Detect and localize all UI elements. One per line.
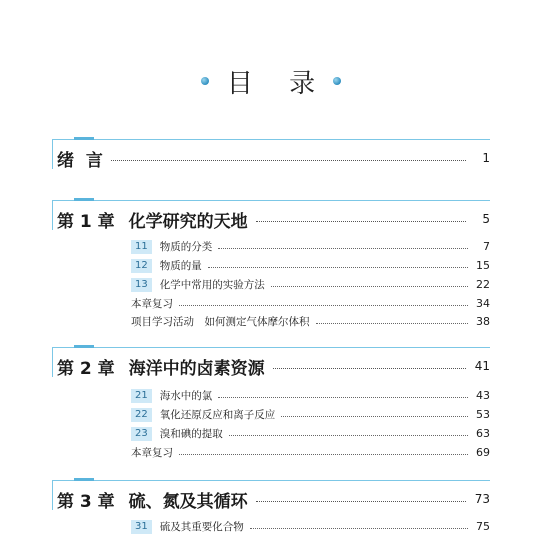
item-page: 38 <box>476 315 490 328</box>
leader-dots <box>256 501 466 502</box>
chapter-page: 5 <box>482 212 490 226</box>
leader-dots <box>281 416 468 417</box>
section-rule <box>52 200 490 201</box>
item-label: 本章复习 <box>131 298 173 310</box>
item-page: 53 <box>476 408 490 421</box>
section-rule <box>52 139 490 140</box>
toc-item-2-3[interactable] <box>131 425 490 442</box>
item-page: 15 <box>476 259 490 272</box>
section-number-badge: 21 <box>131 389 152 403</box>
toc-item-1-project[interactable] <box>131 313 490 330</box>
item-label: 海水中的氯 <box>159 390 213 402</box>
item-label: 项目学习活动 如何测定气体摩尔体积 <box>131 316 310 328</box>
item-page: 34 <box>476 297 490 310</box>
toc-item-1-3[interactable] <box>131 276 490 293</box>
chapter-3-row[interactable] <box>57 488 490 510</box>
toc-item-2-review[interactable] <box>131 444 490 461</box>
intro-title: 绪 言 <box>57 150 103 171</box>
item-page: 22 <box>476 278 490 291</box>
chapter-1-row[interactable] <box>57 208 490 230</box>
toc-item-1-1[interactable] <box>131 238 490 255</box>
item-label: 化学中常用的实验方法 <box>159 279 265 291</box>
item-label: 溴和碘的提取 <box>159 428 223 440</box>
chapter-3-section <box>52 480 490 510</box>
section-bar <box>52 480 53 510</box>
section-bar <box>52 139 53 169</box>
section-number-badge: 22 <box>131 408 152 422</box>
intro-page: 1 <box>482 151 490 165</box>
chapter-2-row[interactable] <box>57 355 490 377</box>
section-accent <box>74 137 94 140</box>
chapter-title: 海洋中的卤素资源 <box>128 358 265 379</box>
intro-row[interactable] <box>57 147 490 169</box>
section-accent <box>74 478 94 481</box>
section-rule <box>52 480 490 481</box>
toc-item-2-2[interactable] <box>131 406 490 423</box>
leader-dots <box>218 248 468 249</box>
toc-item-2-1[interactable] <box>131 387 490 404</box>
item-page: 7 <box>483 240 490 253</box>
item-label: 氧化还原反应和离子反应 <box>159 409 276 421</box>
toc-title <box>0 64 542 98</box>
toc-item-3-1[interactable] <box>131 518 490 535</box>
leader-dots <box>256 221 466 222</box>
section-bar <box>52 200 53 230</box>
chapter-1-section <box>52 200 490 230</box>
section-number-badge: 13 <box>131 278 152 292</box>
toc-item-1-2[interactable] <box>131 257 490 274</box>
leader-dots <box>229 435 468 436</box>
section-number-badge: 11 <box>131 240 152 254</box>
leader-dots <box>250 528 468 529</box>
item-label: 硫及其重要化合物 <box>159 521 244 533</box>
chapter-number: 第 3 章 <box>57 491 115 512</box>
title-dot-left-icon <box>201 77 209 85</box>
chapter-2-section <box>52 347 490 377</box>
toc-item-1-review[interactable] <box>131 295 490 312</box>
leader-dots <box>111 160 466 161</box>
leader-dots <box>218 397 468 398</box>
leader-dots <box>273 368 466 369</box>
chapter-page: 73 <box>474 492 490 506</box>
item-page: 75 <box>476 520 490 533</box>
intro-section <box>52 139 490 169</box>
title-dot-right-icon <box>333 77 341 85</box>
item-page: 69 <box>476 446 490 459</box>
leader-dots <box>179 454 468 455</box>
item-label: 物质的分类 <box>159 241 213 253</box>
chapter-number: 第 1 章 <box>57 211 115 232</box>
section-number-badge: 23 <box>131 427 152 441</box>
item-label: 物质的量 <box>159 260 202 272</box>
chapter-page: 41 <box>474 359 490 373</box>
leader-dots <box>208 267 468 268</box>
item-label: 本章复习 <box>131 447 173 459</box>
chapter-title: 硫、氮及其循环 <box>128 491 248 512</box>
section-number-badge: 12 <box>131 259 152 273</box>
section-accent <box>74 345 94 348</box>
section-accent <box>74 198 94 201</box>
leader-dots <box>179 305 468 306</box>
section-rule <box>52 347 490 348</box>
section-number-badge: 31 <box>131 520 152 534</box>
leader-dots <box>271 286 468 287</box>
chapter-title: 化学研究的天地 <box>128 211 248 232</box>
toc-title-text: 目 录 <box>226 68 330 99</box>
chapter-number: 第 2 章 <box>57 358 115 379</box>
item-page: 43 <box>476 389 490 402</box>
item-page: 63 <box>476 427 490 440</box>
section-bar <box>52 347 53 377</box>
leader-dots <box>316 323 469 324</box>
